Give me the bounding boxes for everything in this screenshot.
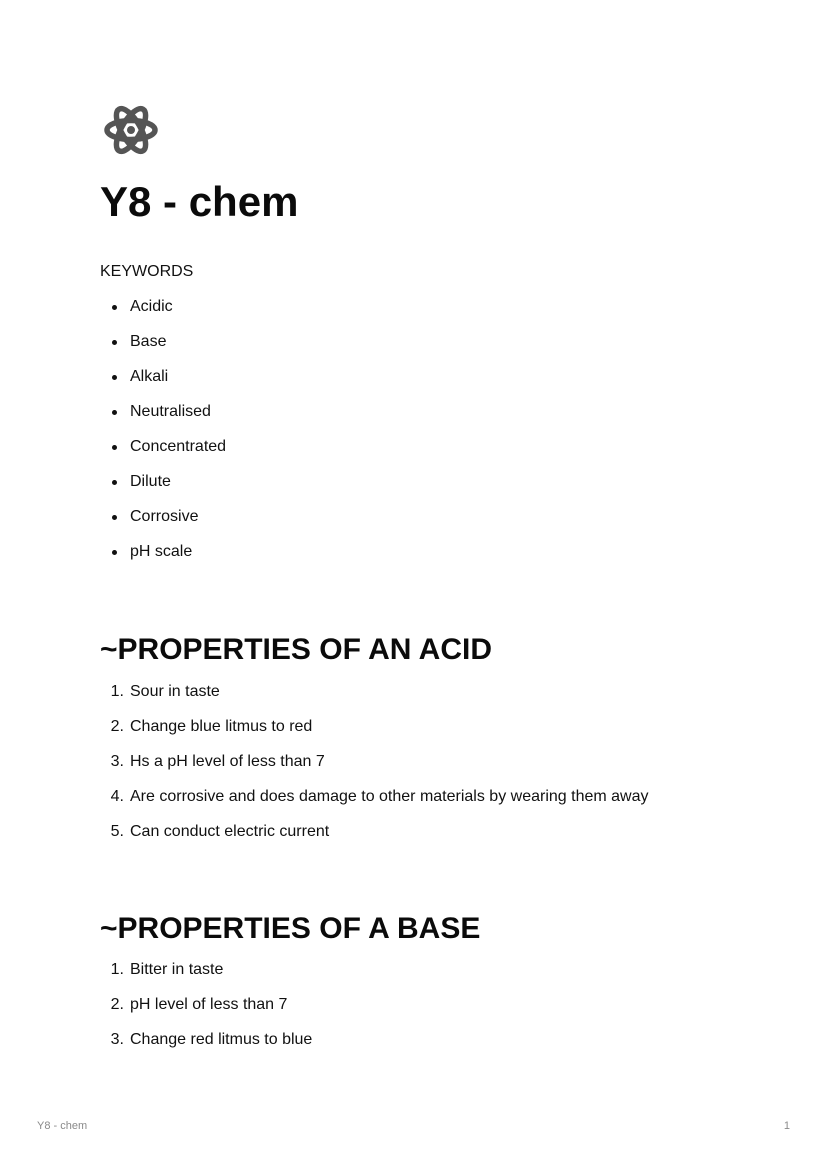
list-item-text: Are corrosive and does damage to other materials by wearing them away — [130, 788, 649, 805]
list-item — [100, 402, 226, 437]
list-item-text: Neutralised — [130, 403, 211, 420]
list-item-text: Change red litmus to blue — [130, 1031, 313, 1048]
list-item-number: 4. — [110, 788, 124, 805]
bullet-icon — [112, 550, 117, 555]
list-item-text: Alkali — [130, 368, 169, 385]
list-item — [100, 787, 648, 822]
list-item-text: Dilute — [130, 473, 171, 490]
list-item-text: Bitter in taste — [130, 961, 224, 978]
list-item — [100, 822, 648, 857]
list-item — [100, 995, 312, 1030]
bullet-icon — [112, 375, 117, 380]
bullet-icon — [112, 410, 117, 415]
list-item-number: 2. — [110, 718, 124, 735]
keywords-label: KEYWORDS — [100, 263, 194, 280]
list-item — [100, 542, 226, 577]
list-item-text: Hs a pH level of less than 7 — [130, 753, 325, 770]
list-item-text: Can conduct electric current — [130, 823, 330, 840]
list-item — [100, 752, 648, 787]
list-item-number: 3. — [110, 753, 124, 770]
bullet-icon — [112, 480, 117, 485]
list-item-text: pH level of less than 7 — [130, 996, 288, 1013]
list-item-number: 3. — [110, 1031, 124, 1048]
list-item-text: Change blue litmus to red — [130, 718, 313, 735]
list-item-number: 5. — [110, 823, 124, 840]
list-item-text: Acidic — [130, 298, 173, 315]
bullet-icon — [112, 305, 117, 310]
footer-page-number: 1 — [783, 1120, 790, 1132]
list-item-number: 2. — [110, 996, 124, 1013]
list-item — [100, 297, 226, 332]
bullet-icon — [112, 340, 117, 345]
bullet-icon — [112, 445, 117, 450]
page-title: Y8 - chem — [100, 178, 299, 225]
list-item — [100, 960, 312, 995]
list-item — [100, 682, 648, 717]
base-properties-heading: ~PROPERTIES OF A BASE — [100, 912, 481, 945]
list-item-text: Concentrated — [130, 438, 227, 455]
acid-properties-list — [100, 682, 648, 857]
list-item — [100, 717, 648, 752]
list-item — [100, 437, 226, 472]
list-item-text: Base — [130, 333, 167, 350]
atom-icon — [104, 103, 158, 157]
list-item — [100, 507, 226, 542]
list-item-text: pH scale — [130, 543, 193, 560]
list-item-number: 1. — [110, 961, 124, 978]
list-item-number: 1. — [110, 683, 124, 700]
list-item — [100, 472, 226, 507]
list-item — [100, 332, 226, 367]
bullet-icon — [112, 515, 117, 520]
list-item — [100, 1030, 312, 1065]
base-properties-list — [100, 960, 312, 1065]
keywords-list — [100, 297, 226, 577]
list-item — [100, 367, 226, 402]
acid-properties-heading: ~PROPERTIES OF AN ACID — [100, 633, 492, 666]
list-item-text: Sour in taste — [130, 683, 220, 700]
list-item-text: Corrosive — [130, 508, 199, 525]
footer-document-title: Y8 - chem — [37, 1120, 88, 1132]
